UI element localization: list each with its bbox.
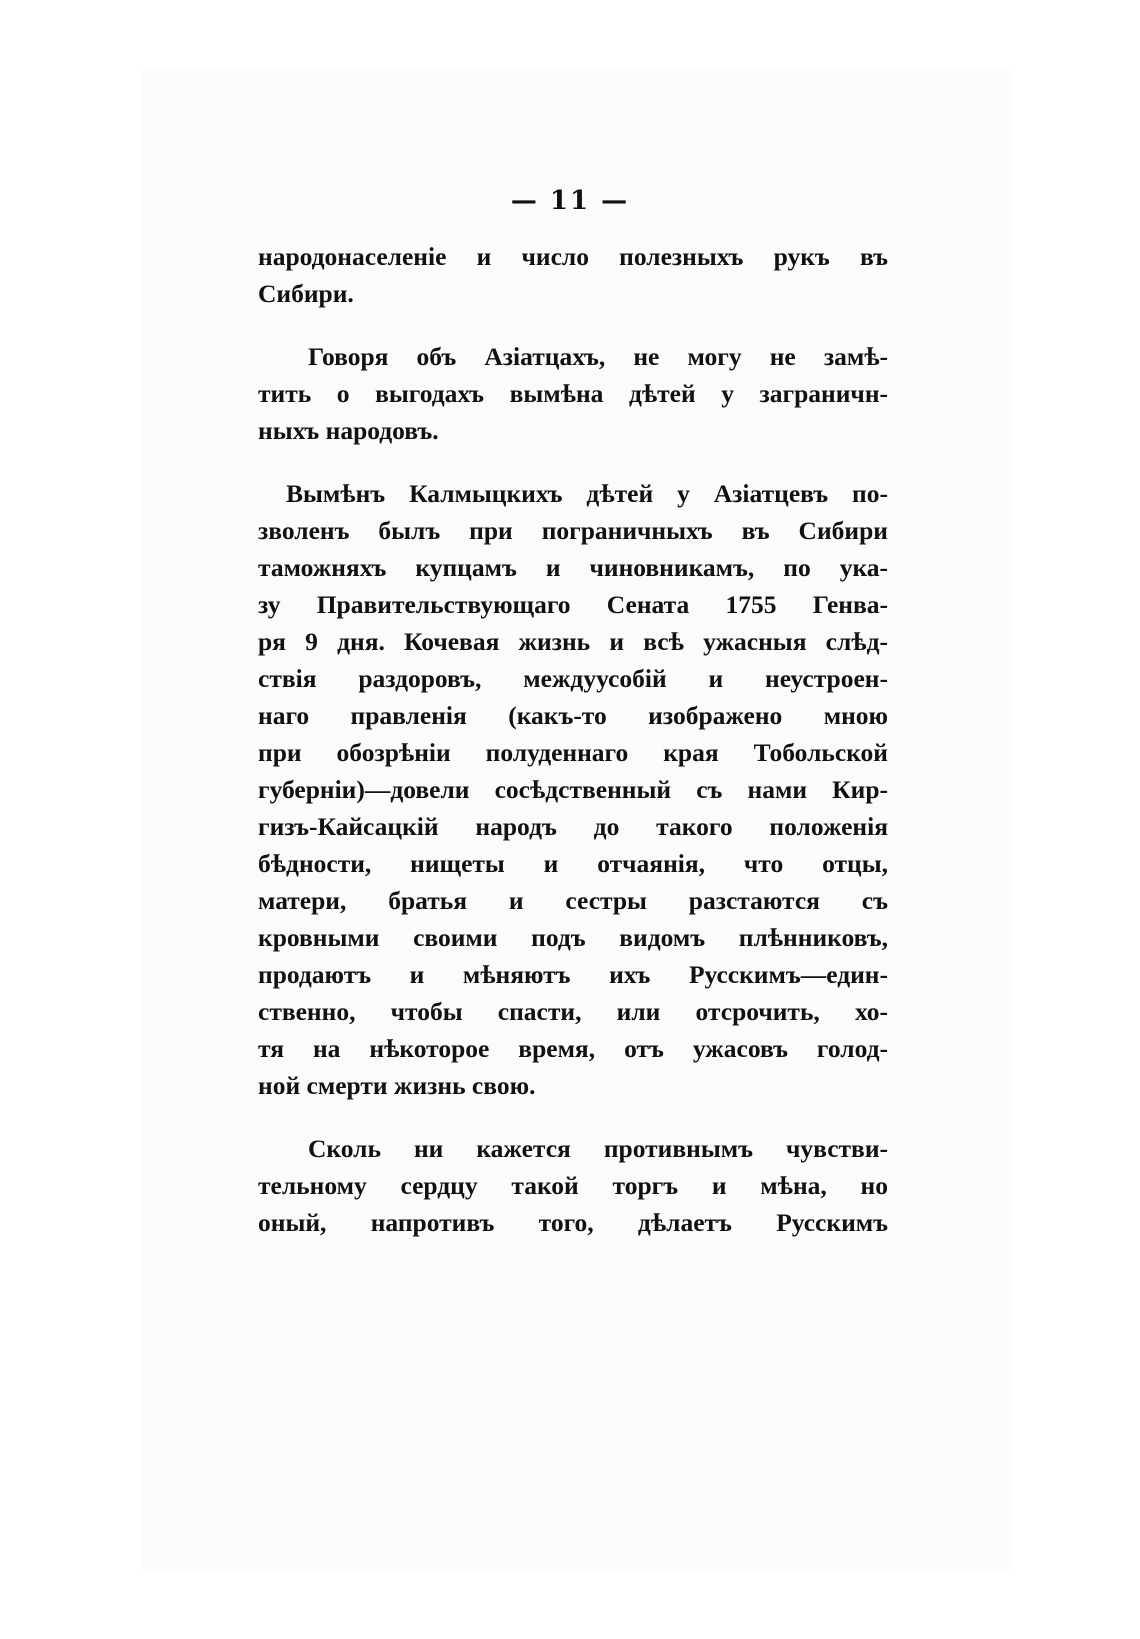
text-line: Вымѣнъ Калмыцкихъ дѣтей у Азіатцевъ по-: [286, 479, 888, 508]
text-line: таможняхъ купцамъ и чиновникамъ, по ука-: [258, 553, 888, 582]
text-line: зу Правительствующаго Сената 1755 Генва-: [258, 590, 888, 619]
paragraph-1: [258, 238, 888, 312]
text-line: матери, братья и сестры разстаются съ: [258, 886, 888, 915]
text-line: Сколь ни кажется противнымъ чувстви-: [308, 1134, 888, 1163]
page-body-text: [258, 238, 888, 1267]
text-line: ныхъ народовъ.: [258, 416, 439, 445]
paragraph-2: [258, 338, 888, 449]
text-line: тя на нѣкоторое время, отъ ужасовъ голод-: [258, 1034, 888, 1063]
text-line: ственно, чтобы спасти, или отсрочить, хо-: [258, 997, 888, 1026]
text-line: при обозрѣніи полуденнаго края Тобольской: [258, 738, 888, 767]
text-line: зволенъ былъ при пограничныхъ въ Сибири: [258, 516, 888, 545]
text-line: ной смерти жизнь свою.: [258, 1071, 536, 1100]
text-line: Говоря объ Азіатцахъ, не могу не замѣ-: [308, 342, 888, 371]
text-line: тить о выгодахъ вымѣна дѣтей у заграничн-: [258, 379, 888, 408]
paragraph-4: [258, 1130, 888, 1241]
text-line: наго правленія (какъ-то изображено мною: [258, 701, 888, 730]
text-line: гизъ-Кайсацкій народъ до такого положенія: [258, 812, 888, 841]
paragraph-3: [258, 475, 888, 1104]
text-line: продаютъ и мѣняютъ ихъ Русскимъ—един-: [258, 960, 888, 989]
text-line: ря 9 дня. Кочевая жизнь и всѣ ужасныя слѣд-: [258, 627, 888, 656]
text-line: народонаселеніе и число полезныхъ рукъ въ: [258, 242, 888, 271]
text-line: губерніи)—довели сосѣдственный съ нами Кир-: [258, 775, 888, 804]
text-line: оный, напротивъ того, дѣлаетъ Русскимъ: [258, 1208, 888, 1237]
text-line: кровными своими подъ видомъ плѣнниковъ,: [258, 923, 888, 952]
text-line: тельному сердцу такой торгъ и мѣна, но: [258, 1171, 888, 1200]
text-line: ствія раздоровъ, междуусобій и неустроен-: [258, 664, 888, 693]
page-number-header: — 11 —: [510, 186, 630, 216]
text-line: Сибири.: [258, 279, 354, 308]
text-line: бѣдности, нищеты и отчаянія, что отцы,: [258, 849, 888, 878]
